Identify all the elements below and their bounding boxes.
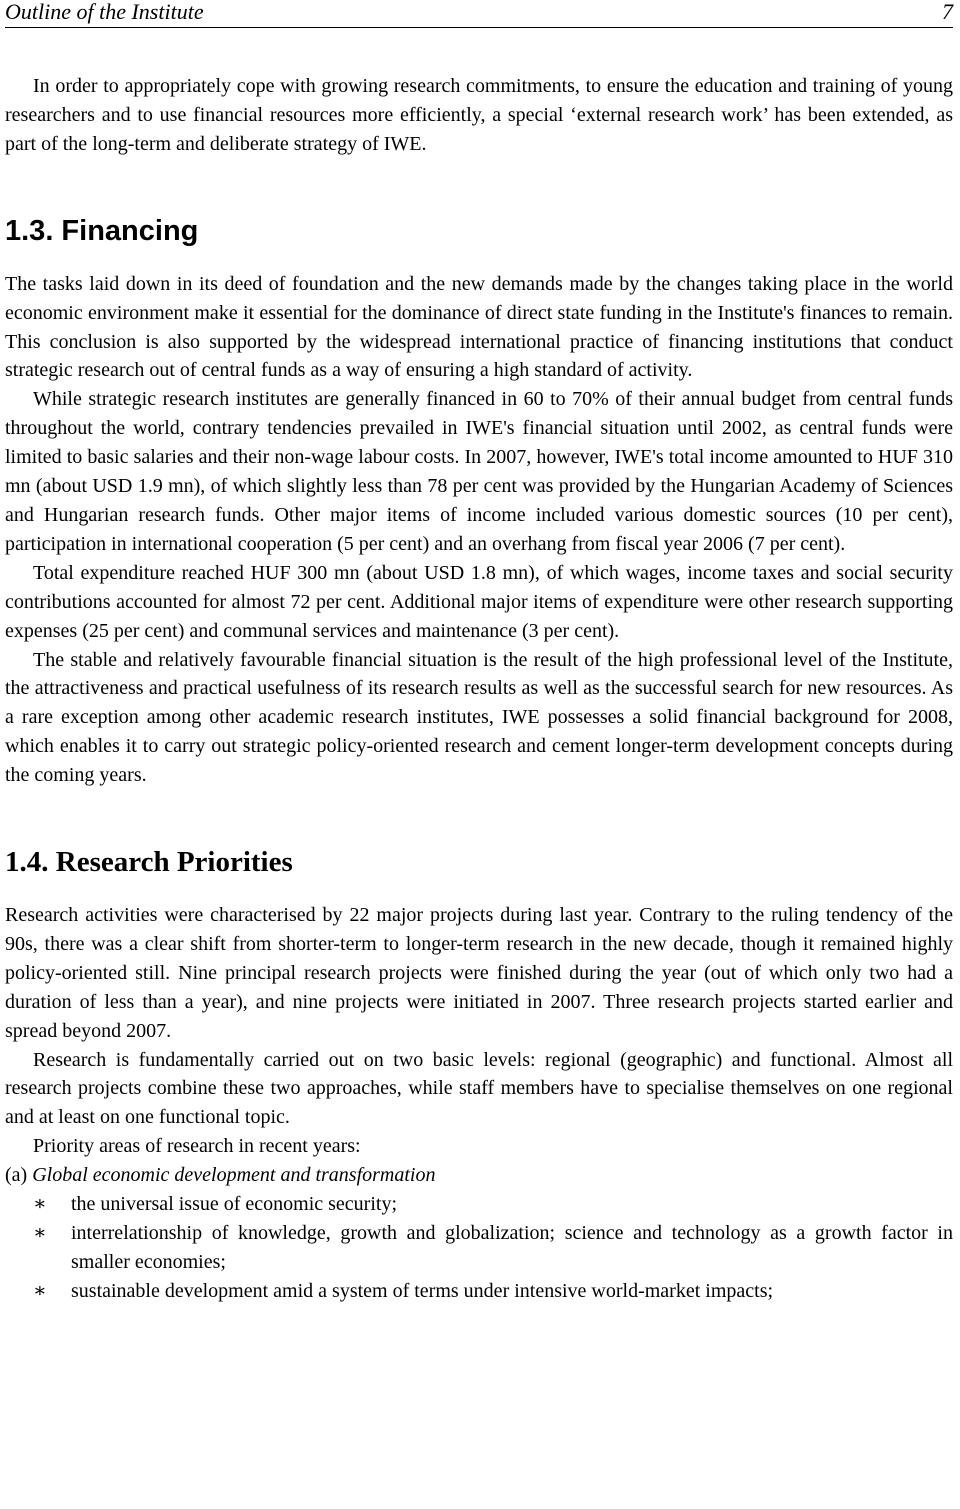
financing-paragraph-1: The tasks laid down in its deed of foundation and the new demands made by the changes taking place in the world economic environment make it essential for the dominance of direct state funding in the Institute's finances to remain. This conclusion is also supported by the widespread international practice of financing institutions that conduct strategic research out of central funds as a way of ensuring a high standard of activity. (5, 272, 953, 382)
priority-bullet-list (5, 1190, 953, 1306)
research-paragraph-2: Research is fundamentally carried out on two basic levels: regional (geographic) and functional. Almost all research projects combine these two approaches, while staff members have to specialise themselves on one regional and at least on one functional topic. (5, 1048, 953, 1129)
list-item (5, 1277, 953, 1306)
list-item (5, 1219, 953, 1277)
list-item (5, 1190, 953, 1219)
page-number: 7 (942, 0, 953, 24)
running-header (5, 0, 953, 28)
list-item-text: interrelationship of knowledge, growth and globalization; science and technology as a growth factor in smaller economies; (71, 1222, 953, 1273)
priority-area-title: Global economic development and transformation (32, 1164, 436, 1187)
financing-heading: 1.3. Financing (5, 214, 199, 247)
financing-paragraph-3: Total expenditure reached HUF 300 mn (about USD 1.8 mn), of which wages, income taxes and social security contributions accounted for almost 72 per cent. Additional major items of expenditure were other research supporting expenses (25 per cent) and communal services and maintenance (3 per cent). (5, 561, 953, 642)
document-body (5, 72, 953, 1306)
intro-paragraph: In order to appropriately cope with growing research commitments, to ensure the education and training of young researchers and to use financial resources more efficiently, a special ‘external research work’ has been extended, as part of the long-term and deliberate strategy of IWE. (5, 75, 953, 155)
asterisk-bullet-icon: ∗ (33, 1279, 47, 1302)
priority-area-label: (a) (5, 1164, 28, 1187)
priority-areas-intro: Priority areas of research in recent years: (33, 1135, 361, 1158)
asterisk-bullet-icon: ∗ (33, 1193, 47, 1216)
header-title: Outline of the Institute (5, 0, 204, 24)
list-item-text: sustainable development amid a system of terms under intensive world-market impacts; (71, 1279, 774, 1302)
financing-paragraph-2: While strategic research institutes are generally financed in 60 to 70% of their annual budget from central funds throughout the world, contrary tendencies prevailed in IWE's financial situation until 2002, as central funds were limited to basic salaries and their non-wage labour costs. In 2007, however, IWE's total income amounted to HUF 310 mn (about USD 1.9 mn), of which slightly less than 78 per cent was provided by the Hungarian Academy of Sciences and Hungarian research funds. Other major items of income included various domestic sources (10 per cent), participation in international cooperation (5 per cent) and an overhang from fiscal year 2006 (7 per cent). (5, 388, 953, 555)
financing-paragraph-4: The stable and relatively favourable financial situation is the result of the high professional level of the Institute, the attractiveness and practical usefulness of its research results as well as the successful search for new resources. As a rare exception among other academic research institutes, IWE possesses a solid financial background for 2008, which enables it to carry out strategic policy-oriented research and cement longer-term development concepts during the coming years. (5, 648, 953, 787)
asterisk-bullet-icon: ∗ (33, 1222, 47, 1244)
research-paragraph-1: Research activities were characterised by 22 major projects during last year. Contrary to the ruling tendency of the 90s, there was a clear shift from shorter-term to longer-term research in the new decade, though it remained highly policy-oriented still. Nine principal research projects were finished during the year (out of which only two had a duration of less than a year), and nine projects were initiated in 2007. Three research projects started earlier and spread beyond 2007. (5, 904, 953, 1042)
priority-area-a (5, 1161, 953, 1190)
list-item-text: the universal issue of economic security; (71, 1193, 398, 1216)
research-priorities-heading: 1.4. Research Priorities (5, 846, 293, 879)
